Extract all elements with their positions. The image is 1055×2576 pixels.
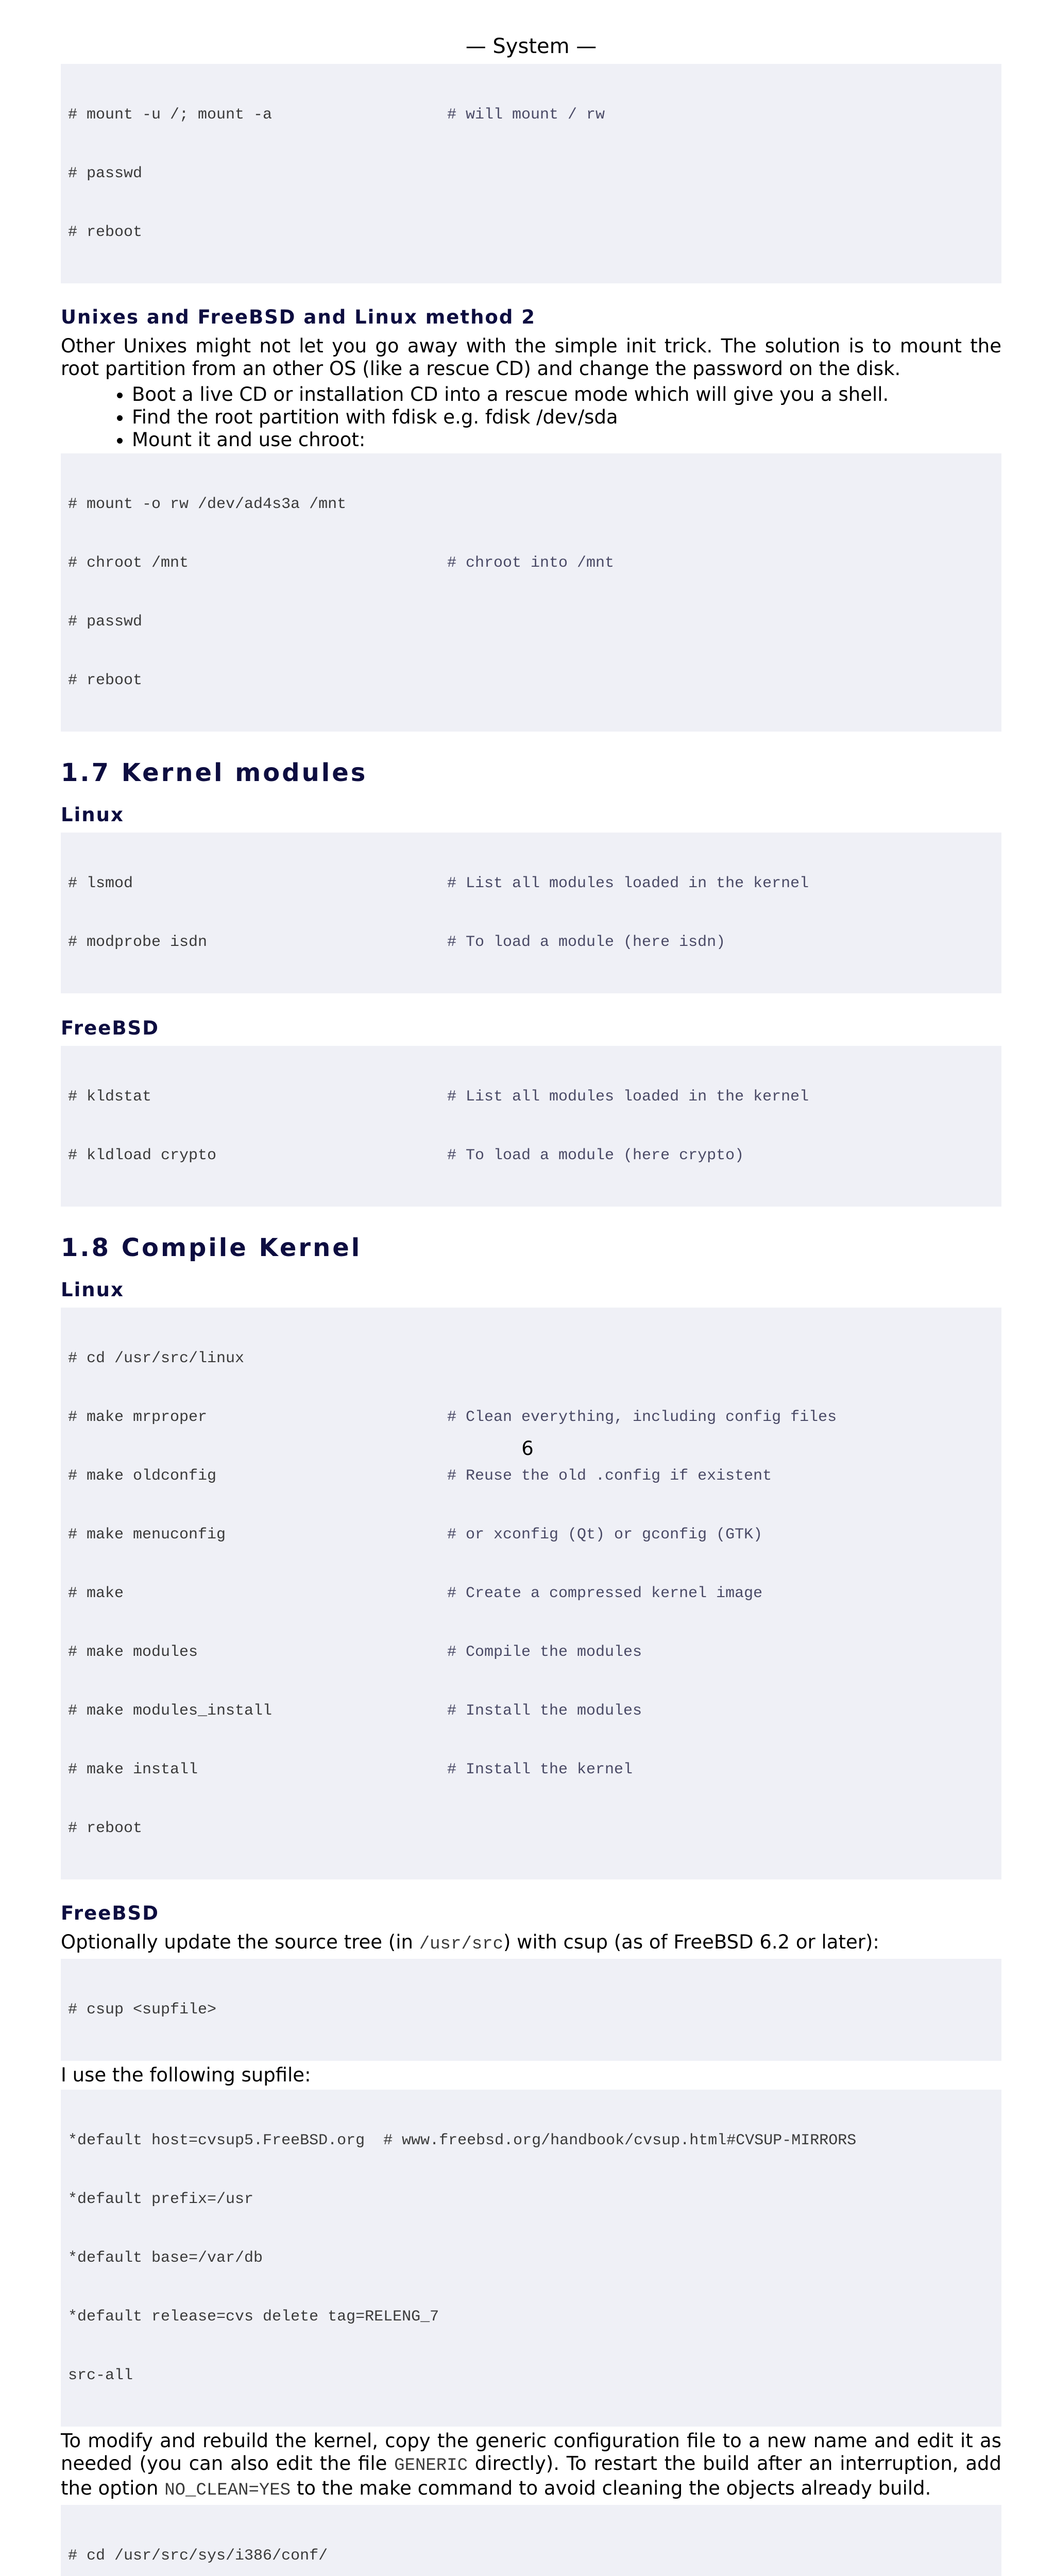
code-line (68, 1466, 994, 1486)
code-line (68, 612, 994, 632)
code-line (68, 495, 994, 514)
code-command: # passwd (68, 165, 143, 182)
heading-unix-method2: Unixes and FreeBSD and Linux method 2 (61, 306, 536, 328)
code-block-top (61, 64, 1001, 283)
code-line (68, 2248, 994, 2268)
code-line (68, 1760, 994, 1780)
code-line (68, 1642, 994, 1662)
code-text: *default release=cvs delete tag=RELENG_7 (68, 2308, 439, 2326)
code-line (68, 1146, 994, 1165)
code-text: src-all (68, 2367, 133, 2384)
code-comment: # chroot into /mnt (447, 554, 615, 572)
text-run: to the make command to avoid cleaning the objects already build. (291, 2477, 931, 2499)
code-comment: # Install the kernel (447, 1761, 633, 1778)
code-text: *default base=/var/db (68, 2249, 263, 2267)
code-text: *default host=cvsup5.FreeBSD.org # www.freebsd.org/handbook/cvsup.html#CVSUP-MIRRORS (68, 2132, 857, 2149)
code-comment: # To load a module (here isdn) (447, 934, 726, 951)
code-command: # passwd (68, 613, 143, 631)
code-comment: # Clean everything, including config files (447, 1409, 837, 1426)
list-item: • Mount it and use chroot: (132, 429, 1001, 451)
code-command: # mount -u /; mount -a (68, 106, 273, 124)
code-line (68, 2546, 994, 2566)
code-block-linux-compile (61, 1308, 1001, 1879)
code-command: # kldload crypto (68, 1147, 217, 1164)
code-text: # cd /usr/src/sys/i386/conf/ (68, 2547, 328, 2565)
inline-code: GENERIC (394, 2456, 468, 2476)
code-comment: # To load a module (here crypto) (447, 1147, 744, 1164)
code-comment: # Compile the modules (447, 1643, 642, 1661)
code-command: # make menuconfig (68, 1526, 226, 1544)
code-line (68, 223, 994, 242)
inline-code: NO_CLEAN=YES (164, 2481, 291, 2500)
code-block-chroot (61, 453, 1001, 732)
paragraph-update-source (61, 1931, 1001, 1956)
code-command: # lsmod (68, 875, 133, 892)
list-item: • Find the root partition with fdisk e.g. fdisk /dev/sda (132, 406, 1001, 429)
paragraph-modify-kernel (61, 2430, 1001, 2502)
code-command: # reboot (68, 1820, 143, 1837)
code-command: # kldstat (68, 1088, 152, 1106)
code-line (68, 933, 994, 952)
paragraph-supfile-intro: I use the following supfile: (61, 2064, 311, 2086)
section-heading-kernel-modules: 1.7 Kernel modules (61, 758, 368, 787)
document-page (61, 31, 1001, 2576)
code-command: # make modules (68, 1643, 198, 1661)
code-block-linux-modules (61, 833, 1001, 993)
code-command: # csup <supfile> (68, 2001, 217, 2019)
code-comment: # Install the modules (447, 1702, 642, 1720)
code-command: # mount -o rw /dev/ad4s3a /mnt (68, 496, 347, 513)
paragraph-unix-method2: Other Unixes might not let you go away with the simple init trick. The solution is to mount the root partition from an other OS (like a rescue CD) and change the password on the disk. (61, 335, 1001, 380)
code-line (68, 164, 994, 183)
code-line (68, 2190, 994, 2209)
text-run: ) with csup (as of FreeBSD 6.2 or later): (503, 1931, 879, 1953)
code-line (68, 1525, 994, 1545)
code-command: # cd /usr/src/linux (68, 1350, 245, 1367)
code-command: # make modules_install (68, 1702, 273, 1720)
code-line (68, 671, 994, 690)
running-head: — System — (465, 35, 597, 58)
code-comment: # or xconfig (Qt) or gconfig (GTK) (447, 1526, 763, 1544)
code-line (68, 1087, 994, 1107)
code-block-buildkernel (61, 2505, 1001, 2576)
text-run: To modify and rebuild the kernel, copy the generic configuration file to a new name and edit it as needed (you can also edit the file (61, 2430, 1001, 2475)
heading-freebsd-compile: FreeBSD (61, 1902, 159, 1924)
inline-code: /usr/src (419, 1935, 503, 1954)
page-number: 6 (521, 1437, 534, 1460)
code-line (68, 1349, 994, 1368)
code-line (68, 553, 994, 573)
code-line (68, 874, 994, 893)
code-line (68, 105, 994, 125)
code-command: # reboot (68, 672, 143, 689)
text-run: Optionally update the source tree (in (61, 1931, 419, 1953)
section-heading-compile-kernel: 1.8 Compile Kernel (61, 1233, 362, 1262)
heading-linux-modules: Linux (61, 804, 124, 826)
code-command: # make (68, 1585, 124, 1602)
code-command: # chroot /mnt (68, 554, 189, 572)
code-comment: # List all modules loaded in the kernel (447, 1088, 809, 1106)
code-block-csup (61, 1959, 1001, 2061)
code-comment: # Create a compressed kernel image (447, 1585, 763, 1602)
code-command: # modprobe isdn (68, 934, 208, 951)
code-command: # reboot (68, 224, 143, 241)
code-command: # make oldconfig (68, 1467, 217, 1485)
code-comment: # will mount / rw (447, 106, 605, 124)
code-block-supfile (61, 2090, 1001, 2427)
heading-freebsd-modules: FreeBSD (61, 1017, 159, 1039)
code-line (68, 2307, 994, 2327)
code-line (68, 1701, 994, 1721)
code-line (68, 1584, 994, 1603)
code-block-freebsd-modules (61, 1046, 1001, 1207)
list-item: • Boot a live CD or installation CD into a rescue mode which will give you a shell. (132, 383, 1001, 406)
code-text: *default prefix=/usr (68, 2191, 254, 2208)
code-line (68, 2000, 994, 2020)
code-comment: # Reuse the old .config if existent (447, 1467, 772, 1485)
bullet-list (61, 383, 1001, 451)
text-run: directly). To restart the build after an interruption, add the option (61, 2452, 1001, 2499)
code-line (68, 2131, 994, 2150)
code-command: # make mrproper (68, 1409, 208, 1426)
heading-linux-compile: Linux (61, 1279, 124, 1301)
code-line (68, 1819, 994, 1838)
code-line (68, 1408, 994, 1427)
code-line (68, 2366, 994, 2385)
code-command: # make install (68, 1761, 198, 1778)
code-comment: # List all modules loaded in the kernel (447, 875, 809, 892)
